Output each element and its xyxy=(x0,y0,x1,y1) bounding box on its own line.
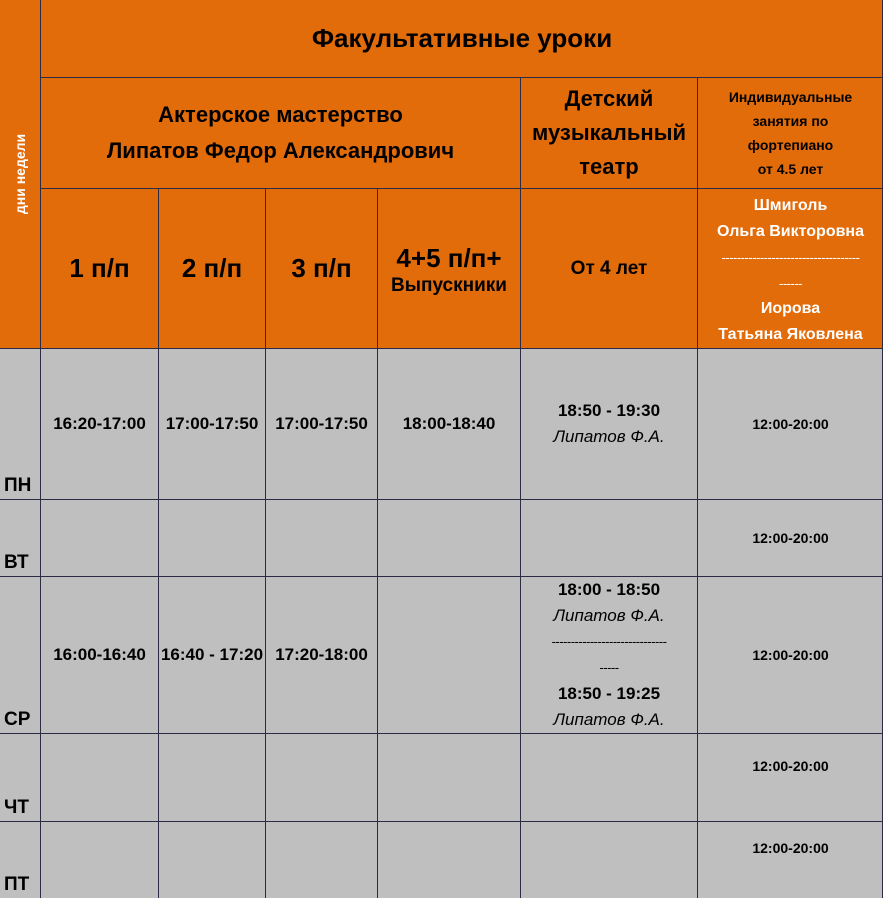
thu-g4-cell xyxy=(378,734,520,821)
mon-theatre-teacher: Липатов Ф.А. xyxy=(553,427,665,446)
mon-g1-cell xyxy=(41,349,158,499)
group-3-header xyxy=(266,189,377,348)
grid-line xyxy=(377,188,378,898)
wed-g3-time: 17:20-18:00 xyxy=(275,645,368,664)
group-2-label: 2 п/п xyxy=(181,253,243,283)
wed-theatre-time-2: 18:50 - 19:25 xyxy=(557,684,661,703)
mon-g4-cell xyxy=(378,349,520,499)
acting-teacher: Липатов Федор Александрович xyxy=(106,138,455,163)
fri-piano-time: 12:00-20:00 xyxy=(752,840,829,856)
days-header xyxy=(0,0,40,348)
wed-g1-cell xyxy=(41,577,158,733)
days-label: дни недели xyxy=(12,133,29,215)
grid-line xyxy=(0,576,883,577)
day-mon-text: ПН xyxy=(4,475,32,496)
theatre-age-label: От 4 лет xyxy=(570,257,648,279)
piano-line1: Индивидуальные xyxy=(728,89,853,105)
piano-line2: занятия по xyxy=(752,113,829,129)
grid-line xyxy=(0,348,883,349)
fri-theatre-cell xyxy=(521,822,697,898)
group-1-header xyxy=(41,189,158,348)
group-4-header xyxy=(378,189,520,348)
grid-line xyxy=(0,821,883,822)
wed-theatre-separator-tail: ----- xyxy=(599,660,619,675)
group-3-label: 3 п/п xyxy=(291,253,352,283)
day-thu-text: ЧТ xyxy=(4,797,29,818)
mon-g2-time: 17:00-17:50 xyxy=(165,414,259,433)
wed-g1-time: 16:00-16:40 xyxy=(53,645,146,664)
tue-g3-cell xyxy=(266,500,377,576)
group-4-label: 4+5 п/п+ xyxy=(396,242,502,273)
day-label-thu xyxy=(0,734,40,821)
thu-g2-cell xyxy=(159,734,265,821)
theatre-header xyxy=(521,78,697,188)
mon-g4-time: 18:00-18:40 xyxy=(402,414,496,433)
grid-line xyxy=(40,188,883,189)
day-tue-text: ВТ xyxy=(4,552,29,573)
theatre-age-header xyxy=(521,189,697,348)
wed-g4-cell xyxy=(378,577,520,733)
wed-theatre-time-1: 18:00 - 18:50 xyxy=(557,580,661,599)
teacher-separator-tail: ------ xyxy=(779,275,802,291)
teacher-1-name: Ольга Викторовна xyxy=(717,223,864,240)
fri-g2-cell xyxy=(159,822,265,898)
group-4-sublabel: Выпускники xyxy=(391,274,507,296)
fri-g3-cell xyxy=(266,822,377,898)
thu-g3-cell xyxy=(266,734,377,821)
group-1-label: 1 п/п xyxy=(69,253,130,283)
day-wed-text: СР xyxy=(4,709,31,730)
theatre-line1: Детский xyxy=(564,86,654,111)
mon-piano-time: 12:00-20:00 xyxy=(752,416,829,432)
teacher-2-surname: Иорова xyxy=(760,300,821,317)
title-text: Факультативные уроки xyxy=(311,23,613,53)
tue-g1-cell xyxy=(41,500,158,576)
group-2-header xyxy=(159,189,265,348)
piano-teachers-header xyxy=(698,189,883,348)
wed-theatre-teacher-1: Липатов Ф.А. xyxy=(553,606,665,625)
grid-line xyxy=(697,77,698,898)
wed-g3-cell xyxy=(266,577,377,733)
wed-piano-cell xyxy=(698,577,883,733)
acting-title: Актерское мастерство xyxy=(158,102,403,127)
piano-line4: от 4.5 лет xyxy=(757,161,824,177)
teacher-separator: ------------------------------------ xyxy=(721,250,860,265)
mon-theatre-cell xyxy=(521,349,697,499)
tue-theatre-cell xyxy=(521,500,697,576)
grid-line xyxy=(520,77,521,898)
wed-theatre-cell xyxy=(521,577,697,733)
wed-g2-cell xyxy=(159,577,265,733)
piano-header xyxy=(698,78,883,188)
tue-piano-cell xyxy=(698,500,883,576)
day-label-fri xyxy=(0,822,40,898)
tue-g4-cell xyxy=(378,500,520,576)
wed-piano-time: 12:00-20:00 xyxy=(752,647,829,663)
grid-line xyxy=(0,733,883,734)
theatre-line2: музыкальный xyxy=(532,120,686,145)
tue-piano-time: 12:00-20:00 xyxy=(752,530,829,546)
thu-g1-cell xyxy=(41,734,158,821)
mon-g3-time: 17:00-17:50 xyxy=(275,414,368,433)
teacher-1-surname: Шмиголь xyxy=(753,197,828,214)
thu-piano-cell xyxy=(698,734,883,821)
day-label-mon xyxy=(0,349,40,499)
tue-g2-cell xyxy=(159,500,265,576)
grid-line xyxy=(158,188,159,898)
thu-piano-time: 12:00-20:00 xyxy=(752,758,829,774)
day-label-wed xyxy=(0,577,40,733)
fri-piano-cell xyxy=(698,822,883,898)
theatre-line3: театр xyxy=(579,154,639,179)
thu-theatre-cell xyxy=(521,734,697,821)
fri-g1-cell xyxy=(41,822,158,898)
mon-g1-time: 16:20-17:00 xyxy=(53,414,146,433)
grid-line xyxy=(265,188,266,898)
teacher-2-name: Татьяна Яковлена xyxy=(718,326,863,343)
day-fri-text: ПТ xyxy=(4,874,30,895)
acting-header xyxy=(41,78,520,188)
grid-line xyxy=(40,77,883,78)
mon-g2-cell xyxy=(159,349,265,499)
grid-line xyxy=(0,499,883,500)
piano-line3: фортепиано xyxy=(747,137,834,153)
wed-theatre-separator: ------------------------------ xyxy=(551,634,667,649)
mon-piano-cell xyxy=(698,349,883,499)
page-title xyxy=(41,0,883,77)
wed-g2-time: 16:40 - 17:20 xyxy=(160,645,264,664)
mon-g3-cell xyxy=(266,349,377,499)
mon-theatre-time: 18:50 - 19:30 xyxy=(557,401,661,420)
day-label-tue xyxy=(0,500,40,576)
fri-g4-cell xyxy=(378,822,520,898)
wed-theatre-teacher-2: Липатов Ф.А. xyxy=(553,710,665,729)
grid-line xyxy=(40,0,41,898)
